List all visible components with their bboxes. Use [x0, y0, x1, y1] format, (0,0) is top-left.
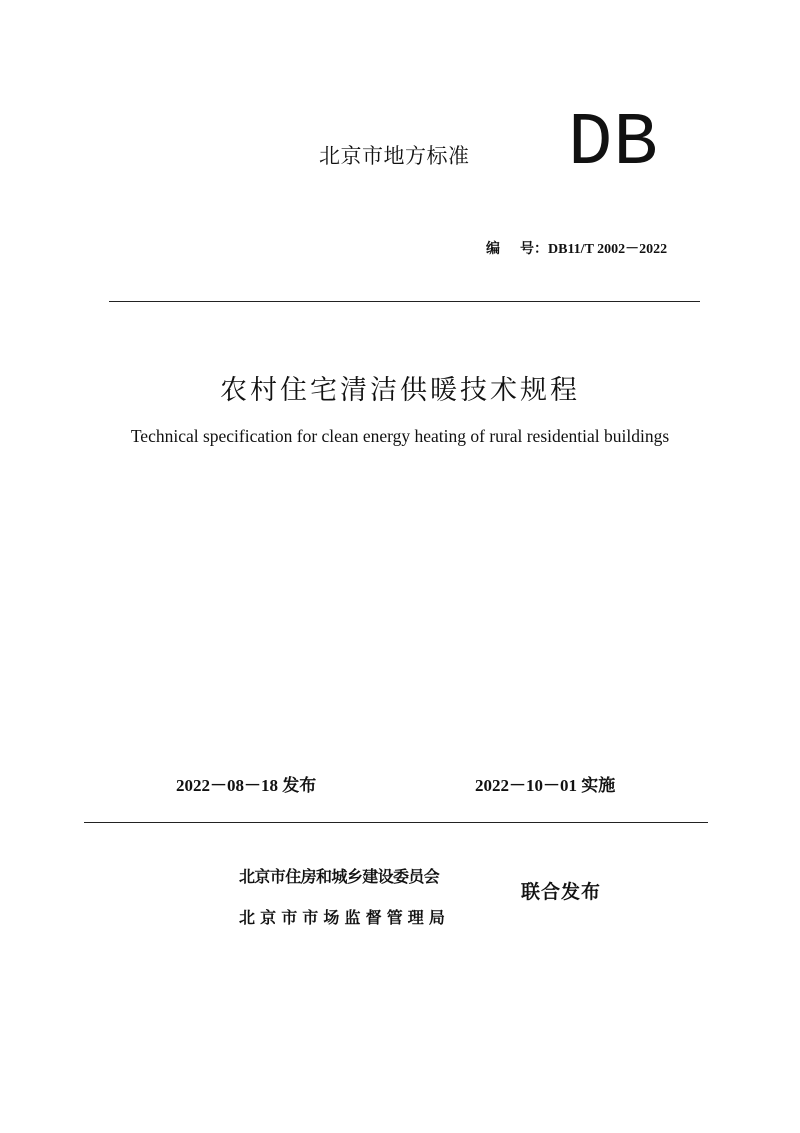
issuer-housing-commission: 北京市住房和城乡建设委员会: [239, 867, 440, 886]
top-divider: [109, 301, 700, 302]
document-title-chinese: 农村住宅清洁供暖技术规程: [220, 375, 580, 406]
joint-issue-label: 联合发布: [521, 881, 602, 903]
db-standard-mark: DB: [568, 102, 659, 186]
issuer-market-regulation: 北京市市场监督管理局: [239, 908, 451, 927]
standard-number-label: 编: [486, 242, 500, 257]
standard-number: [486, 240, 667, 260]
effective-date: 2022－10－01 实施: [475, 776, 616, 795]
standard-number-value: DB11/T 2002－2022: [548, 242, 668, 257]
standard-type-label: 北京市地方标准: [319, 144, 470, 168]
standard-number-label-2: 号：: [520, 242, 548, 257]
issue-date: 2022－08－18 发布: [176, 776, 317, 795]
bottom-divider: [84, 822, 708, 823]
document-title-english: Technical specification for clean energy heating of rural residential buildings: [130, 426, 670, 446]
